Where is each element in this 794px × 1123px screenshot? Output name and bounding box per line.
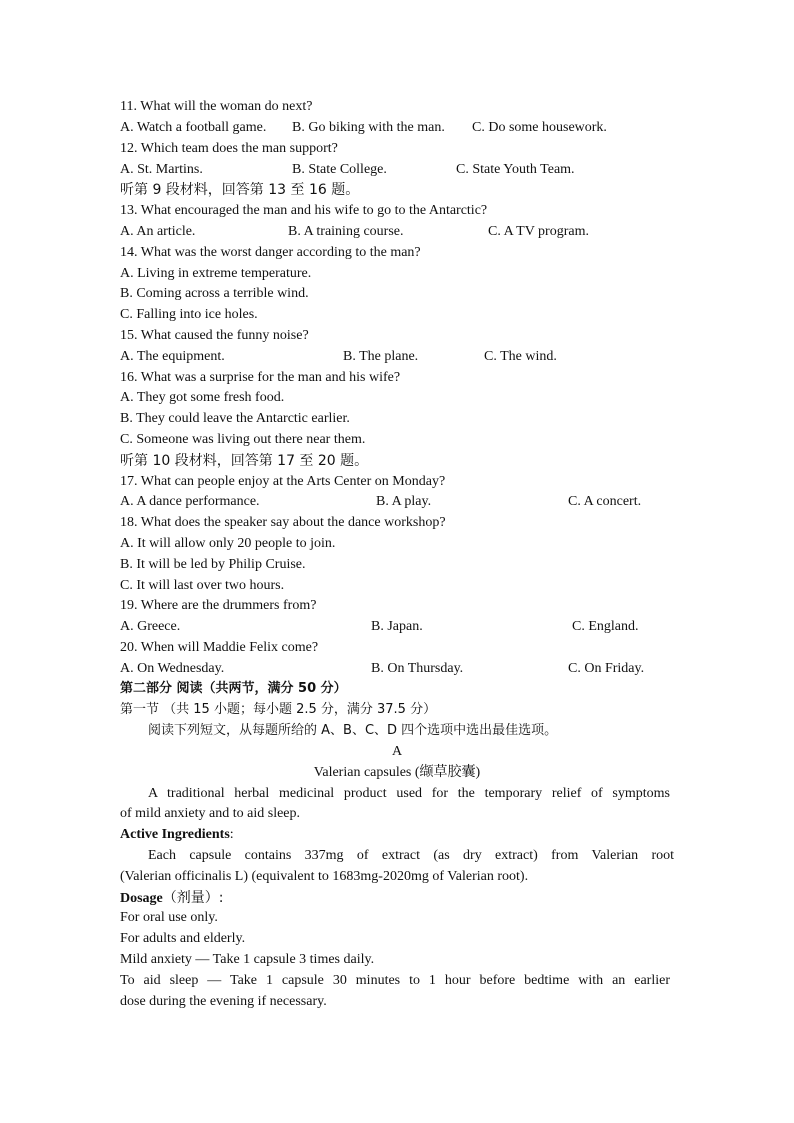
question-14-stem: 14. What was the worst danger according to the man? <box>120 245 421 260</box>
question-16-option-a: A. They got some fresh food. <box>120 390 285 405</box>
option-c: C. A TV program. <box>488 224 589 239</box>
option-a: A. Watch a football game. <box>120 120 267 135</box>
option-c: C. England. <box>572 619 639 634</box>
question-16-option-b: B. They could leave the Antarctic earlier. <box>120 411 350 426</box>
option-c: C. The wind. <box>484 349 557 364</box>
question-13-options <box>120 223 680 241</box>
question-15-options <box>120 348 680 366</box>
intro-line-2: of mild anxiety and to aid sleep. <box>120 806 301 821</box>
option-a: A. The equipment. <box>120 349 225 364</box>
dosage-line-5: dose during the evening if necessary. <box>120 994 327 1009</box>
question-18-stem: 18. What does the speaker say about the dance workshop? <box>120 515 446 530</box>
passage-label: A <box>391 744 403 759</box>
ingredients-line-1: Each capsule contains 337mg of extract (as dry extract) from Valerian root <box>148 848 674 863</box>
question-14-option-c: C. Falling into ice holes. <box>120 307 258 322</box>
question-17-options <box>120 493 680 511</box>
question-14-option-b: B. Coming across a terrible wind. <box>120 286 309 301</box>
dosage-heading-cn: （剂量）: <box>162 890 224 906</box>
question-13-stem: 13. What encouraged the man and his wife to go to the Antarctic? <box>120 203 488 218</box>
passage-title: Valerian capsules (缬草胶囊) <box>313 765 481 780</box>
option-a: A. On Wednesday. <box>120 661 225 676</box>
question-12-options <box>120 161 680 179</box>
option-a: A. Greece. <box>120 619 181 634</box>
question-11-stem: 11. What will the woman do next? <box>120 99 313 114</box>
option-b: B. The plane. <box>343 349 419 364</box>
option-c: C. Do some housework. <box>472 120 607 135</box>
part-two-title: 第二部分 阅读（共两节，满分 50 分） <box>120 681 347 696</box>
option-b: B. Go biking with the man. <box>292 120 445 135</box>
section-10-instruction: 听第 10 段材料，回答第 17 至 20 题。 <box>120 453 369 469</box>
section-9-instruction: 听第 9 段材料，回答第 13 至 16 题。 <box>120 182 360 198</box>
active-ingredients-heading <box>120 826 234 844</box>
question-20-options <box>120 660 680 678</box>
dosage-line-4: To aid sleep — Take 1 capsule 30 minutes to 1 hour before bedtime with an earlier <box>120 973 670 988</box>
question-14-option-a: A. Living in extreme temperature. <box>120 266 312 281</box>
option-c: C. On Friday. <box>568 661 645 676</box>
question-11-options <box>120 119 680 137</box>
ingredients-heading-text: Active Ingredients <box>120 827 230 842</box>
ingredients-colon: : <box>229 827 234 842</box>
option-a: A. A dance performance. <box>120 494 260 509</box>
option-c: C. A concert. <box>568 494 642 509</box>
option-b: B. A training course. <box>288 224 404 239</box>
question-17-stem: 17. What can people enjoy at the Arts Center on Monday? <box>120 474 446 489</box>
question-18-option-a: A. It will allow only 20 people to join. <box>120 536 336 551</box>
reading-instruction: 阅读下列短文，从每题所给的 A、B、C、D 四个选项中选出最佳选项。 <box>148 723 558 738</box>
question-16-stem: 16. What was a surprise for the man and his wife? <box>120 370 401 385</box>
question-19-options <box>120 618 680 636</box>
question-16-option-c: C. Someone was living out there near them. <box>120 432 366 447</box>
section-one-title: 第一节 （共 15 小题；每小题 2.5 分，满分 37.5 分） <box>120 702 437 717</box>
intro-line-1: A traditional herbal medicinal product used for the temporary relief of symptoms <box>148 786 670 801</box>
dosage-heading <box>120 889 224 908</box>
dosage-line-1: For oral use only. <box>120 910 218 925</box>
ingredients-line-2: (Valerian officinalis L) (equivalent to 1683mg-2020mg of Valerian root). <box>120 869 529 884</box>
option-b: B. A play. <box>376 494 432 509</box>
question-18-option-c: C. It will last over two hours. <box>120 578 285 593</box>
question-19-stem: 19. Where are the drummers from? <box>120 598 317 613</box>
option-b: B. On Thursday. <box>371 661 464 676</box>
option-b: B. State College. <box>292 162 387 177</box>
question-12-stem: 12. Which team does the man support? <box>120 141 338 156</box>
question-20-stem: 20. When will Maddie Felix come? <box>120 640 319 655</box>
dosage-line-2: For adults and elderly. <box>120 931 246 946</box>
option-b: B. Japan. <box>371 619 423 634</box>
dosage-heading-text: Dosage <box>120 891 163 906</box>
dosage-line-3: Mild anxiety — Take 1 capsule 3 times daily. <box>120 952 375 967</box>
option-a: A. St. Martins. <box>120 162 203 177</box>
question-15-stem: 15. What caused the funny noise? <box>120 328 309 343</box>
option-c: C. State Youth Team. <box>456 162 575 177</box>
option-a: A. An article. <box>120 224 196 239</box>
question-18-option-b: B. It will be led by Philip Cruise. <box>120 557 306 572</box>
